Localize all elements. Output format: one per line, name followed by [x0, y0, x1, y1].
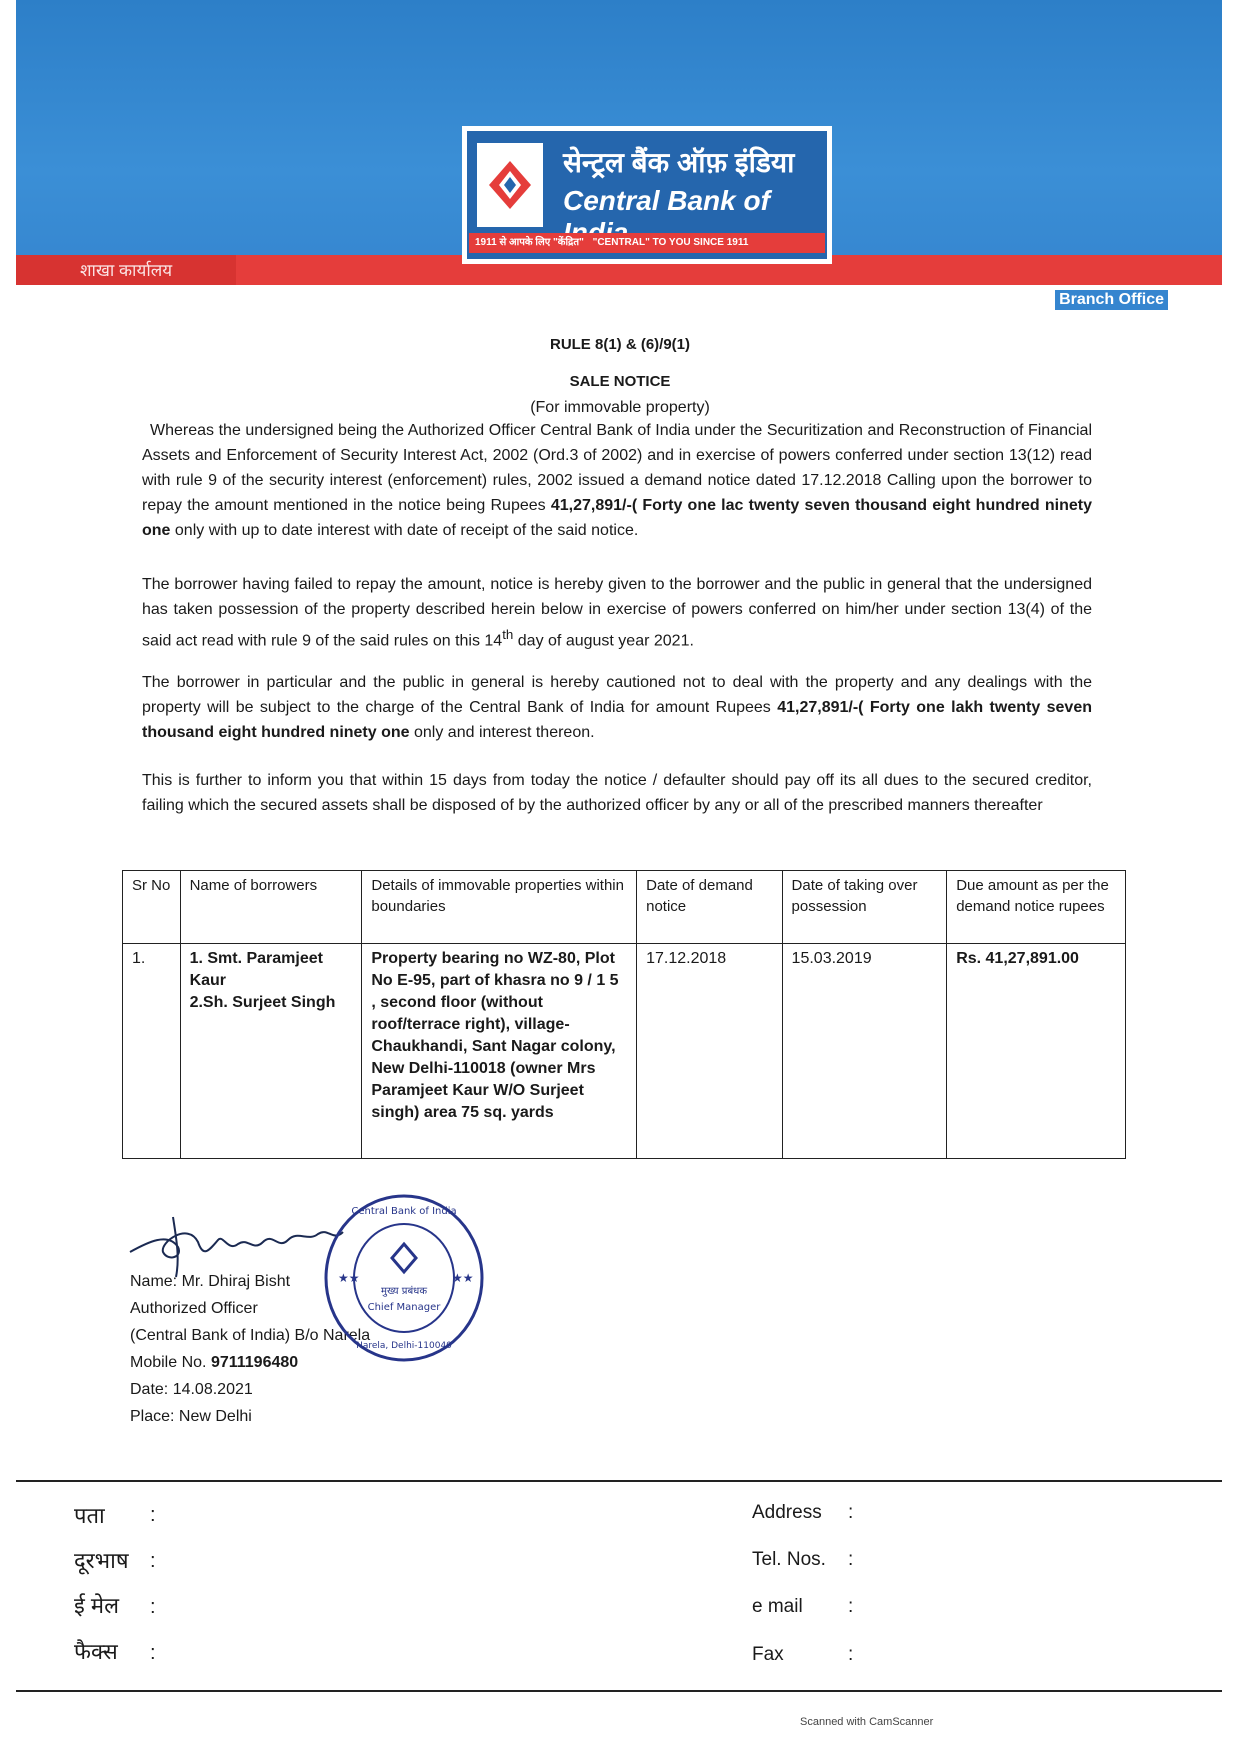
- paragraph-demand-notice: [142, 418, 1092, 543]
- footer-label-address: Address: [752, 1502, 822, 1523]
- signatory-org: (Central Bank of India) B/o Narela: [130, 1327, 371, 1344]
- footer-label-address-hindi: पता: [74, 1503, 105, 1528]
- p3-amount: 41,27,891/-( Forty one lakh twenty seven thousand eight hundred ninety one: [142, 699, 1092, 741]
- branch-office-english: Branch Office: [1055, 290, 1168, 310]
- logo-tagline: [469, 233, 825, 253]
- stamp-hindi-text: मुख्य प्रबंधक: [380, 1286, 428, 1297]
- footer-colon: :: [848, 1644, 854, 1665]
- branch-office-hindi: शाखा कार्यालय: [80, 261, 173, 280]
- svg-text:★★: ★★: [452, 1271, 474, 1285]
- footer-colon: :: [150, 1642, 156, 1664]
- footer-colon: :: [150, 1550, 156, 1572]
- stamp-english-text: Chief Manager: [367, 1302, 441, 1313]
- footer-label-email: e mail: [752, 1596, 803, 1617]
- col-header-property: Details of immovable properties within boundaries: [362, 871, 637, 944]
- p1-text-a: Whereas the undersigned being the Authorized Officer Central Bank of India under the Securitization and Reconstruction of Financial Assets and Enforcement of Security Interest Act, 2002 (Ord.3 of 2002) and in exercise of powers conferred under section 13(12) read with rule 9 of the security interest (enforcement) rules, 2002 issued a demand notice dated 17.12.2018 Calling upon the borrower to repay the amount mentioned in the notice being Rupees: [142, 422, 1092, 514]
- property-table: [122, 870, 1126, 1159]
- bank-emblem-icon: [477, 143, 543, 227]
- footer-label-phone-hindi: दूरभाष: [74, 1548, 129, 1573]
- p2-superscript: th: [502, 627, 514, 642]
- footer-colon: :: [848, 1502, 854, 1523]
- borrower-2: 2.Sh. Surjeet Singh: [189, 994, 336, 1011]
- col-header-due-amount: Due amount as per the demand notice rupees: [947, 871, 1126, 944]
- signatory-name: Name: Mr. Dhiraj Bisht: [130, 1273, 291, 1290]
- stamp-bottom-text: Narela, Delhi-110040: [356, 1341, 452, 1351]
- footer-label-email-hindi: ई मेल: [74, 1593, 119, 1618]
- mobile-number: 9711196480: [210, 1354, 299, 1371]
- footer-colon: :: [150, 1504, 156, 1526]
- col-header-sr: Sr No: [123, 871, 181, 944]
- footer-colon: :: [848, 1549, 854, 1570]
- footer-label-fax-hindi: फैक्स: [74, 1639, 118, 1664]
- cell-demand-date: 17.12.2018: [637, 944, 782, 1159]
- bank-seal-stamp: [320, 1186, 488, 1366]
- cell-sr: 1.: [123, 944, 181, 1159]
- col-header-possession-date: Date of taking over possession: [782, 871, 947, 944]
- footer-top-rule: [16, 1480, 1222, 1482]
- p1-amount: 41,27,891/-( Forty one lac twenty seven thousand eight hundred ninety one: [142, 497, 1092, 539]
- bank-logo: [462, 126, 832, 264]
- col-header-borrowers: Name of borrowers: [180, 871, 362, 944]
- notice-title: SALE NOTICE: [569, 373, 671, 390]
- p3-text-b: only and interest thereon.: [414, 724, 595, 741]
- table-row: [123, 944, 1126, 1159]
- cell-property: Property bearing no WZ-80, Plot No E-95, part of khasra no 9 / 1 5 , second floor (without roof/terrace right), village- Chaukhandi, Sant Nagar colony, New Delhi-110018 (owner Mrs Paramjeet Kaur W/O Surjeet singh) area 75 sq. yards: [362, 944, 637, 1159]
- stamp-top-text: Central Bank of India: [351, 1206, 457, 1217]
- scanner-watermark: Scanned with CamScanner: [800, 1716, 934, 1728]
- paragraph-possession: [142, 572, 1092, 653]
- footer-label-fax: Fax: [752, 1644, 784, 1665]
- mobile-label: Mobile No.: [130, 1354, 207, 1371]
- col-header-demand-date: Date of demand notice: [637, 871, 782, 944]
- borrower-1: 1. Smt. Paramjeet Kaur: [189, 950, 323, 989]
- p2-text-b: day of august year 2021.: [517, 632, 694, 650]
- cell-due-amount: Rs. 41,27,891.00: [947, 944, 1126, 1159]
- paragraph-further-inform: This is further to inform you that within 15 days from today the notice / defaulter should pay off its all dues to the secured creditor, failing which the secured assets shall be disposed of by the authorized officer by any or all of the prescribed manners thereafter: [142, 772, 1092, 814]
- signatory-designation: Authorized Officer: [130, 1300, 258, 1317]
- signatory-date: Date: 14.08.2021: [130, 1381, 253, 1398]
- p3-text-a: The borrower in particular and the public in general is hereby cautioned not to deal with the property and any dealings with the property will be subject to the charge of the Central Bank of India for amount Rupees: [142, 674, 1092, 716]
- rule-heading: RULE 8(1) & (6)/9(1): [549, 336, 691, 353]
- footer-colon: :: [150, 1596, 156, 1618]
- letterhead-banner: [16, 0, 1222, 318]
- cell-possession-date: 15.03.2019: [782, 944, 947, 1159]
- footer-label-tel: Tel. Nos.: [752, 1549, 826, 1570]
- footer-colon: :: [848, 1596, 854, 1617]
- signatory-place: Place: New Delhi: [130, 1408, 252, 1425]
- p2-text-a: The borrower having failed to repay the amount, notice is hereby given to the borrower and the public in general that the undersigned has taken possession of the property described herein below in exercise of powers conferred on him/her under section 13(4) of the said act read with rule 9 of the said rules on this 14: [142, 576, 1092, 650]
- table-header-row: [123, 871, 1126, 944]
- cell-borrowers: [180, 944, 362, 1159]
- tagline-hindi: 1911 से आपके लिए "केंद्रित": [475, 237, 584, 248]
- p1-text-b: only with up to date interest with date of receipt of the said notice.: [174, 522, 639, 539]
- bank-name-english: Central Bank of: [563, 185, 770, 216]
- tagline-english: "CENTRAL" TO YOU SINCE 1911: [592, 237, 749, 248]
- svg-text:★★: ★★: [338, 1271, 360, 1285]
- notice-subtitle: (For immovable property): [530, 399, 710, 416]
- footer-bottom-rule: [16, 1690, 1222, 1692]
- paragraph-caution: [142, 670, 1092, 745]
- bank-name-hindi: सेन्ट्रल बैंक ऑफ़ इंडिया: [563, 147, 795, 178]
